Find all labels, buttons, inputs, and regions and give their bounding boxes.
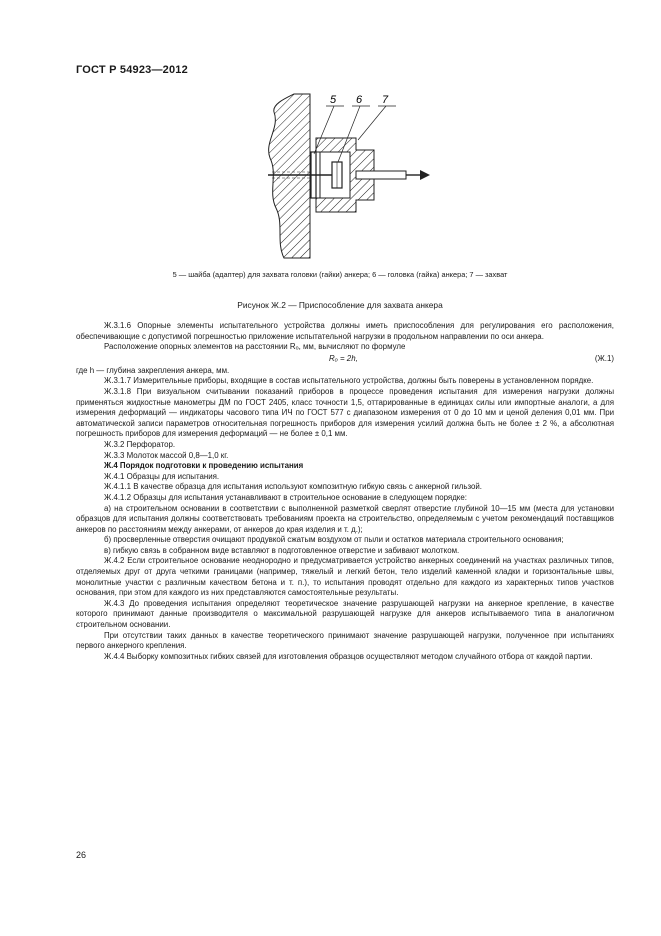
figure-label-7: 7 [382, 94, 389, 106]
paragraph: в) гибкую связь в собранном виде вставляют в подготовленное отверстие и забивают молотком. [104, 545, 460, 555]
anchor-grip-figure [262, 92, 442, 262]
paragraph: Ж.4.1 Образцы для испытания. [104, 471, 220, 481]
pull-arrow [420, 170, 430, 180]
figure-caption: Рисунок Ж.2 — Приспособление для захвата анкера [237, 300, 443, 310]
paragraph: где h — глубина закрепления анкера, мм. [76, 365, 230, 375]
paragraph: Ж.3.1.7 Измерительные приборы, входящие в состав испытательного устройства, должны быть поверены в установленном порядке. [104, 376, 594, 386]
figure-legend: 5 — шайба (адаптер) для захвата головки (гайки) анкера; 6 — головка (гайка) анкера; 7 — захват [172, 270, 508, 279]
paragraph: Ж.3.3 Молоток массой 0,8—1,0 кг. [104, 450, 229, 460]
pull-rod [356, 171, 406, 179]
formula-number: (Ж.1) [594, 353, 614, 363]
paragraph: Расположение опорных элементов на расстоянии Rₒ, мм, вычисляют по формуле [104, 342, 406, 352]
paragraph: Ж.4.4 Выборку композитных гибких связей для изготовления образцов осуществляют методом случайного отбора от каждой партии. [104, 651, 593, 661]
wall-section [269, 94, 310, 258]
formula: Rₒ = 2h, [329, 353, 358, 363]
paragraph: Ж.3.1.6 Опорные элементы испытательного устройства должны иметь приспособления для регулирования его расположения, обеспечивающие с допустимой погрешностью приложение испытательной нагрузки в продольном направлении по оси анкера. [76, 321, 614, 341]
paragraph: Ж.3.2 Перфоратор. [104, 439, 176, 449]
paragraph: Ж.4.3 До проведения испытания определяют теоретическое значение разрушающей нагрузки на анкерное крепление, в качестве которого принимают данные производителя о максимальной разрушающей нагрузке для анкеров испытываемого типа в аналогичном строительном основании. [76, 598, 614, 630]
paragraph: Ж.4.1.2 Образцы для испытания устанавливают в строительное основание в следующем порядке: [104, 492, 467, 502]
section-heading: Ж.4 Порядок подготовки к проведению испытания [104, 461, 304, 471]
paragraph: Ж.3.1.8 При визуальном считывании показаний приборов в процессе проведения испытания для измерения нагрузки должны применяться жидкостные манометры ДМ по ГОСТ 2405, класс точности 1,5, оттарированные в единицах силы или импортные аналоги, а для измерения деформаций — индикаторы часового типа ИЧ по ГОСТ 577 с диапазоном измерения от 0 до 10 мм и ценой деления 0,01 мм. При автоматической записи параметров относительная погрешность приборов для измерения усилий должна быть не более ± 2 %, а абсолютная погрешность приборов для измерения деформаций — не более ± 0,1 мм. [76, 386, 614, 439]
document-header: ГОСТ Р 54923—2012 [76, 64, 188, 76]
figure-label-6: 6 [356, 94, 363, 106]
document-body [76, 321, 614, 662]
formula-row [76, 353, 614, 366]
paragraph: При отсутствии таких данных в качестве теоретического принимают значение разрушающей нагрузки, полученное при испытаниях первого анкерного крепления. [76, 630, 614, 651]
paragraph: б) просверленные отверстия очищают продувкой сжатым воздухом от пыли и остатков материала строительного основания; [104, 535, 564, 545]
paragraph: Ж.4.2 Если строительное основание неоднородно и предусматривается устройство анкерных соединений на участках различных типов, отделяемых друг от друга четкими границами (например, тяжелый и легкий бетон, тело изделий каменной кладки и горизонтальные швы, монолитные участки с различным качеством бетона и т. п.), то испытания проводят отдельно для каждого из характерных типов участков основания, при этом для каждого из них представляются самостоятельные результаты. [76, 556, 614, 598]
page-number: 26 [76, 850, 87, 860]
paragraph: Ж.4.1.1 В качестве образца для испытания используют композитную гибкую связь с анкерной гильзой. [104, 482, 482, 492]
paragraph: а) на строительном основании в соответствии с выполненной разметкой сверлят отверстие глубиной 10—15 мм (места для установки образцов для испытания должны соответствовать требованиям проекта на строительство, определяемым с учетом рекомендаций поставщиков анкеров по расстояниям между анкерами, от анкеров до края изделия и т. д.); [76, 503, 614, 534]
figure-label-5: 5 [330, 94, 337, 106]
